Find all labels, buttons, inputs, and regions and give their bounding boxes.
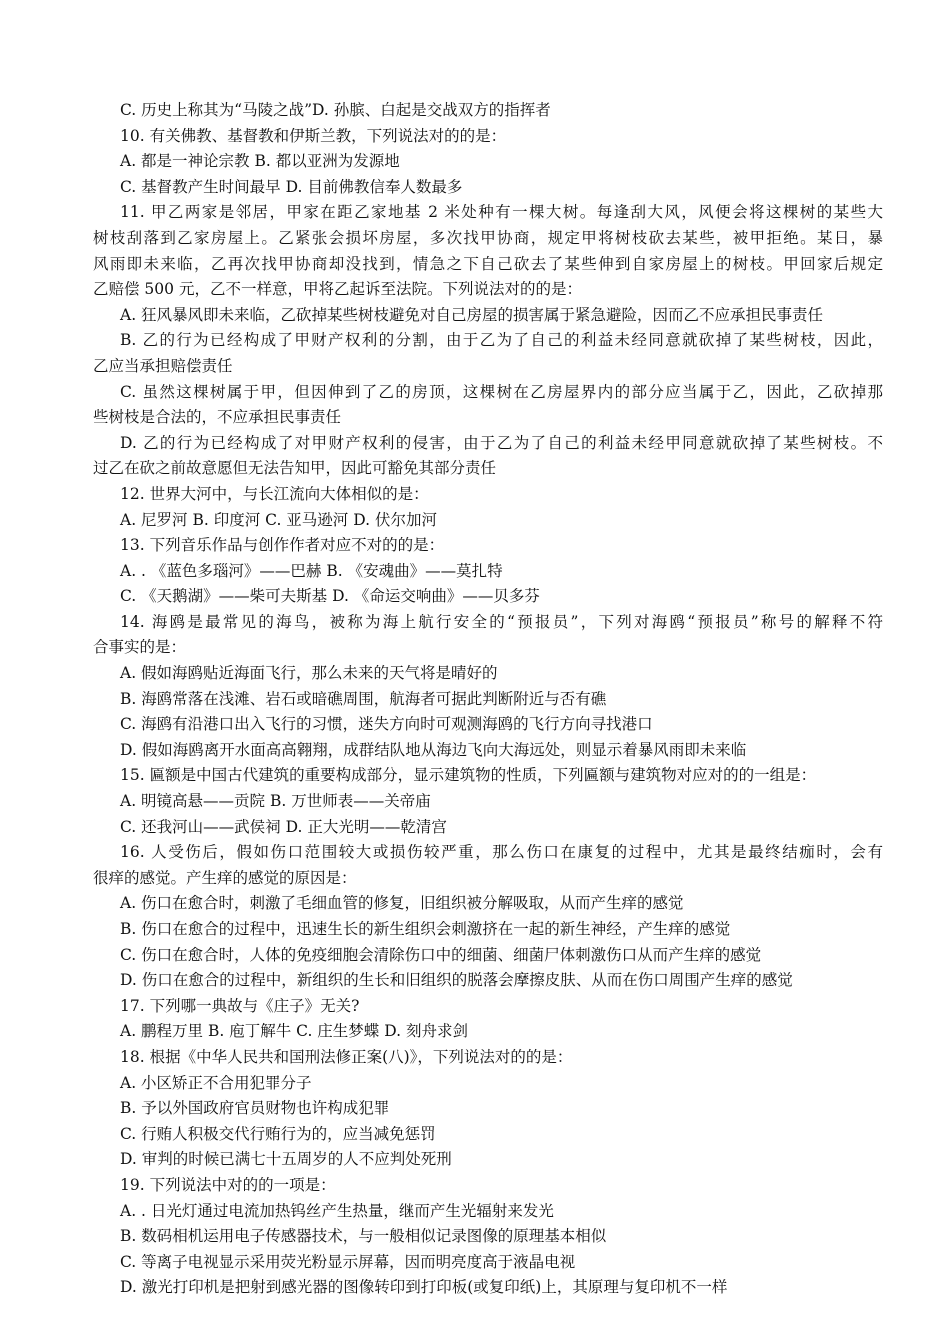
text-line: B. 伤口在愈合的过程中，迅速生长的新生组织会刺激挤在一起的新生神经，产生痒的感觉 <box>120 920 731 938</box>
text-line: C. 《天鹅湖》——柴可夫斯基 D. 《命运交响曲》——贝多芬 <box>120 587 540 606</box>
text-line: 些树枝是合法的，不应承担民事责任 <box>93 408 342 427</box>
text-line: B. 乙的行为已经构成了甲财产权利的分割，由于乙为了自己的利益未经同意就砍掉了某些树枝，因此， <box>120 331 883 350</box>
text-line: 13. 下列音乐作品与创作作者对应不对的的是： <box>120 536 445 555</box>
text-line: 18. 根据《中华人民共和国刑法修正案(八)》，下列说法对的的是： <box>120 1047 573 1066</box>
text-line: C. 等离子电视显示采用荧光粉显示屏幕，因而明亮度高于液晶电视 <box>120 1252 576 1271</box>
text-line: A. . 日光灯通过电流加热钨丝产生热量，继而产生光辐射来发光 <box>120 1201 554 1220</box>
text-line: 11. 甲乙两家是邻居，甲家在距乙家地基 2 米处种有一棵大树。每逢刮大风，风便会将这棵树的某些大 <box>120 203 883 222</box>
text-line: D. 审判的时候已满七十五周岁的人不应判处死刑 <box>120 1150 452 1169</box>
text-line: 乙应当承担赔偿责任 <box>93 356 233 375</box>
text-line: A. 假如海鸥贴近海面飞行，那么未来的天气将是晴好的 <box>120 664 498 683</box>
text-line: 很痒的感觉。产生痒的感觉的原因是： <box>93 868 357 887</box>
text-line: C. 虽然这棵树属于甲，但因伸到了乙的房顶，这棵树在乙房屋界内的部分应当属于乙，因此，乙砍掉那 <box>120 382 883 401</box>
text-line: 10. 有关佛教、基督教和伊斯兰教，下列说法对的的是： <box>120 126 507 145</box>
text-line: D. 乙的行为已经构成了对甲财产权利的侵害，由于乙为了自己的利益未经甲同意就砍掉了某些树枝。不 <box>120 433 883 452</box>
text-line: B. 予以外国政府官员财物也许构成犯罪 <box>120 1099 390 1118</box>
text-line: 17. 下列哪一典故与《庄子》无关? <box>120 996 360 1015</box>
text-line: 树枝刮落到乙家房屋上。乙紧张会损坏房屋，多次找甲协商，规定甲将树枝砍去某些，被甲拒绝。某日，暴 <box>93 228 883 247</box>
text-line: A. 狂风暴风即未来临，乙砍掉某些树枝避免对自己房屋的损害属于紧急避险，因而乙不应承担民事责任 <box>120 305 824 324</box>
text-line: A. 尼罗河 B. 印度河 C. 亚马逊河 D. 伏尔加河 <box>120 510 437 529</box>
text-line: C. 海鸥有沿港口出入飞行的习惯，迷失方向时可观测海鸥的飞行方向寻找港口 <box>120 715 653 734</box>
text-line: 过乙在砍之前故意愿但无法告知甲，因此可豁免其部分责任 <box>93 459 497 478</box>
text-line: D. 伤口在愈合的过程中，新组织的生长和旧组织的脱落会摩擦皮肤、从而在伤口周围产生痒的感觉 <box>120 971 793 990</box>
text-line: 乙赔偿 500 元，乙不一样意，甲将乙起诉至法院。下列说法对的的是： <box>93 280 582 299</box>
text-line: A. 小区矫正不合用犯罪分子 <box>120 1073 312 1092</box>
text-line: C. 行贿人积极交代行贿行为的，应当减免惩罚 <box>120 1124 436 1143</box>
text-line: A. . 《蓝色多瑙河》——巴赫 B. 《安魂曲》——莫扎特 <box>120 561 503 580</box>
text-line: 风雨即未来临，乙再次找甲协商却没找到，情急之下自己砍去了某些伸到自家房屋上的树枝。甲回家后规定 <box>93 254 883 273</box>
text-line: C. 历史上称其为“马陵之战”D. 孙膑、白起是交战双方的指挥者 <box>120 101 551 119</box>
text-line: A. 明镜高悬——贡院 B. 万世师表——关帝庙 <box>120 792 431 811</box>
text-line: 14. 海鸥是最常见的海鸟，被称为海上航行安全的“预报员”，下列对海鸥“预报员”称号的解释不符 <box>120 612 883 631</box>
text-line: 16. 人受伤后，假如伤口范围较大或损伤较严重，那么伤口在康复的过程中，尤其是最终结痂时，会有 <box>120 843 883 862</box>
text-line: 15. 匾额是中国古代建筑的重要构成部分，显示建筑物的性质，下列匾额与建筑物对应对的的一组是： <box>120 766 817 785</box>
text-line: B. 数码相机运用电子传感器技术，与一般相似记录图像的原理基本相似 <box>120 1227 607 1246</box>
document-body <box>93 98 883 1301</box>
text-line: A. 伤口在愈合时，刺激了毛细血管的修复，旧组织被分解吸取，从而产生痒的感觉 <box>120 894 684 913</box>
text-line: A. 鹏程万里 B. 庖丁解牛 C. 庄生梦蝶 D. 刻舟求剑 <box>120 1022 468 1041</box>
text-line: C. 伤口在愈合时，人体的免疫细胞会清除伤口中的细菌、细菌尸体刺激伤口从而产生痒的感觉 <box>120 945 762 964</box>
text-line: C. 还我河山——武侯祠 D. 正大光明——乾清宫 <box>120 817 447 836</box>
text-line: B. 海鸥常落在浅滩、岩石或暗礁周围，航海者可据此判断附近与否有礁 <box>120 689 607 708</box>
text-line: 合事实的是： <box>93 638 187 657</box>
text-line: 19. 下列说法中对的的一项是： <box>120 1175 336 1194</box>
text-line: D. 假如海鸥离开水面高高翱翔，成群结队地从海边飞向大海远处，则显示着暴风雨即未来临 <box>120 740 747 759</box>
text-line: C. 基督教产生时间最早 D. 目前佛教信奉人数最多 <box>120 177 463 196</box>
text-line: D. 激光打印机是把射到感光器的图像转印到打印板(或复印纸)上，其原理与复印机不一样 <box>120 1278 728 1297</box>
text-line: A. 都是一神论宗教 B. 都以亚洲为发源地 <box>120 152 400 171</box>
text-line: 12. 世界大河中，与长江流向大体相似的是： <box>120 484 429 503</box>
